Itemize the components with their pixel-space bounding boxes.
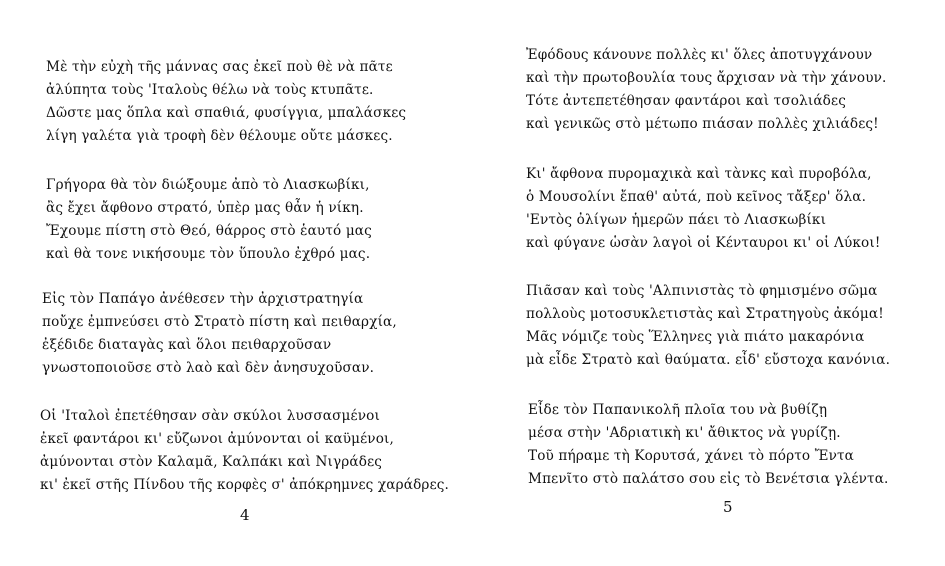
verse-line: Μὲ τὴν εὐχὴ τῆς μάννας σας ἐκεῖ ποὺ θὲ νὰ πᾶτε [46,59,393,75]
verse-line: ἀμύνονται στὸν Καλαμᾶ, Καλπάκι καὶ Νιγράδες [40,454,383,470]
verse-line: κι' ἐκεῖ στῆς Πίνδου τῆς κορφὲς σ' ἀπόκρημνες χαράδρες. [40,477,449,493]
right-page [470,0,945,566]
verse-line: ἀλύπητα τοὺς 'Ιταλοὺς θέλω νὰ τοὺς κτυπᾶτε. [46,82,374,98]
verse-line: Δῶστε μας ὅπλα καὶ σπαθιά, φυσίγγια, μπαλάσκες [46,105,407,121]
verse-line: καὶ τὴν πρωτοβουλία τους ἄρχισαν νὰ τὴν χάνουν. [526,70,887,86]
verse-line: Πιᾶσαν καὶ τοὺς 'Αλπινιστὰς τὸ φημισμένο σῶμα [526,283,878,299]
verse-line: ποὔχε ἐμπνεύσει στὸ Στρατὸ πίστη καὶ πειθαρχία, [42,314,397,330]
stanza [528,399,889,491]
verse-line: γνωστοποιοῦσε στὸ λαὸ καὶ δὲν ἀνησυχοῦσαν. [42,360,375,376]
verse-line: μὰ εἶδε Στρατὸ καὶ θαύματα. εἶδ' εὔστοχα κανόνια. [526,352,891,368]
stanza [46,174,372,266]
stanza [526,280,890,372]
verse-line: 'Εντὸς ὀλίγων ἡμερῶν πάει τὸ Λιασκωβίκι [526,212,827,228]
verse-line: λίγη γαλέτα γιὰ τροφὴ δὲν θέλουμε οὔτε μάσκες. [46,128,393,144]
verse-line: ἐκεῖ φαντάροι κι' εὔζωνοι ἀμύνονται οἱ καϋμένοι, [40,431,395,447]
verse-line: μέσα στὴν 'Αδριατικὴ κι' ἄθικτος νὰ γυρίζῃ. [528,425,841,441]
verse-line: Τότε ἀντεπετέθησαν φαντάροι καὶ τσολιάδες [526,93,846,109]
verse-line: καὶ φύγανε ὡσὰν λαγοὶ οἱ Κένταυροι κι' οἱ Λύκοι! [526,235,881,251]
stanza [526,163,880,255]
page-number: 5 [723,498,733,516]
verse-line: καὶ γενικῶς στὸ μέτωπο πιάσαν πολλὲς χιλιάδες! [526,116,879,132]
verse-line: Οἱ 'Ιταλοὶ ἐπετέθησαν σὰν σκύλοι λυσσασμένοι [40,408,380,424]
verse-line: Γρήγορα θὰ τὸν διώξουμε ἀπὸ τὸ Λιασκωβίκι, [46,177,370,193]
page-number: 4 [240,506,250,524]
verse-line: Ἐφόδους κάνουνε πολλὲς κι' ὅλες ἀποτυγχάνουν [526,47,873,63]
verse-line: Εἶδε τὸν Παπανικολῆ πλοῖα του νὰ βυθίζῃ [528,402,828,418]
stanza [40,405,449,497]
verse-line: Τοῦ πήραμε τὴ Κορυτσά, χάνει τὸ πόρτο Ἔντα [528,448,854,464]
verse-line: ὁ Μουσολίνι ἔπαθ' αὐτά, ποὺ κεῖνος τἄξερ' ὅλα. [526,189,867,205]
verse-line: Μᾶς νόμιζε τοὺς Ἕλληνες γιὰ πιάτο μακαρόνια [526,329,865,345]
verse-line: Ἔχουμε πίστη στὸ Θεό, θάρρος στὸ ἑαυτό μας [46,223,372,239]
verse-line: ἐξέδιδε διαταγὰς καὶ ὅλοι πειθαρχοῦσαν [42,337,332,353]
left-page [0,0,470,566]
stanza [526,44,887,136]
stanza [46,56,406,148]
verse-line: Κι' ἄφθονα πυρομαχικὰ καὶ τὰνκς καὶ πυροβόλα, [526,166,872,182]
verse-line: πολλοὺς μοτοσυκλετιστὰς καὶ Στρατηγοὺς ἀκόμα! [526,306,884,322]
verse-line: Εἰς τὸν Παπάγο ἀνέθεσεν τὴν ἀρχιστρατηγία [42,291,364,307]
stanza [42,288,397,380]
verse-line: ἂς ἔχει ἄφθονο στρατό, ὑπὲρ μας θἆν ἡ νίκη. [46,200,364,216]
verse-line: Μπενῖτο στὸ παλάτσο σου εἰς τὸ Βενέτσια γλέντα. [528,471,889,487]
verse-line: καὶ θὰ τονε νικήσουμε τὸν ὕπουλο ἐχθρό μας. [46,246,371,262]
